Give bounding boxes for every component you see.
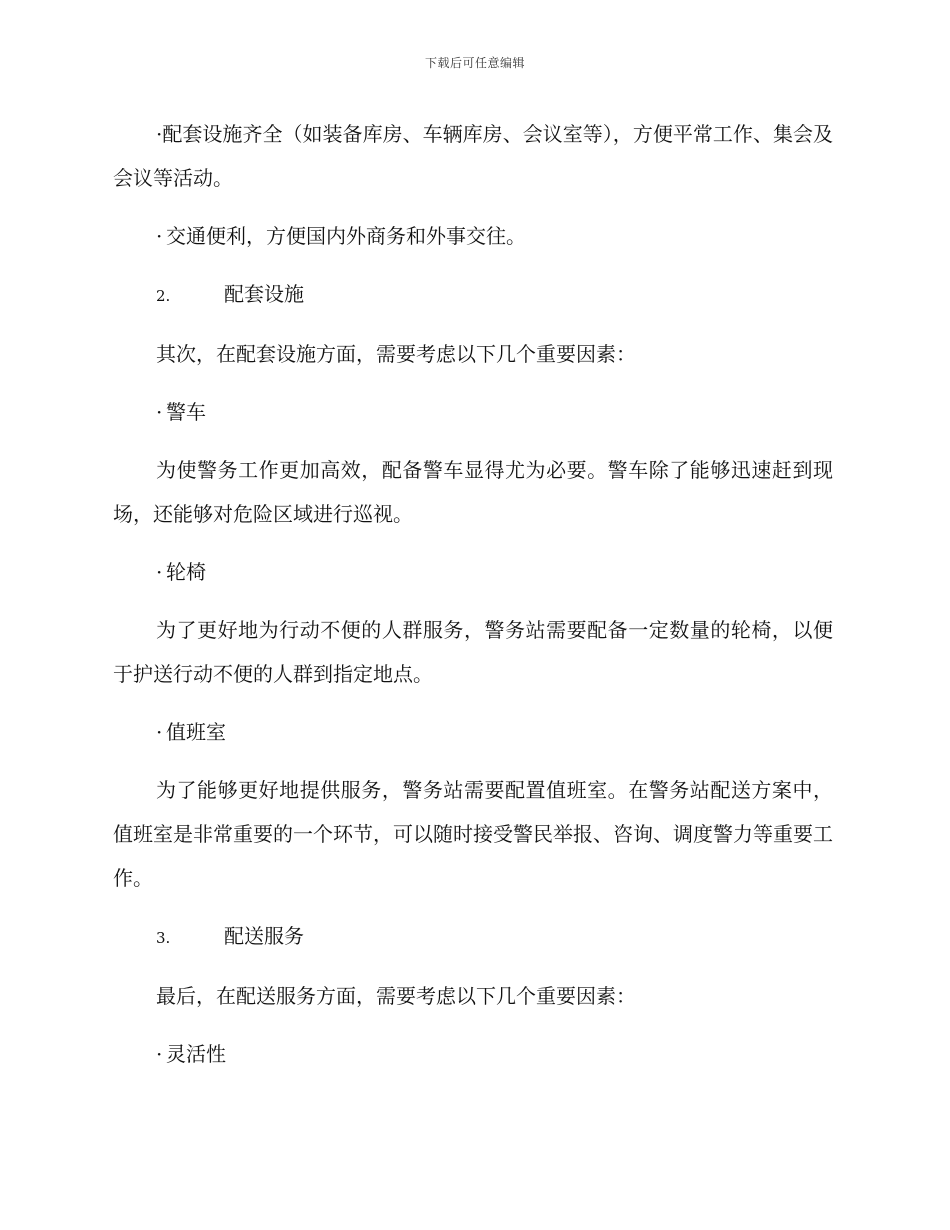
paragraph-police-car [113,448,833,536]
paragraph-text: 为使警务工作更加高效，配备警车显得尤为必要。警车除了能够迅速赶到现场，还能够对危险区域进行巡视。 [113,458,833,526]
bullet-label: 灵活性 [166,1042,226,1066]
paragraph-text: 为了更好地为行动不便的人群服务，警务站需要配备一定数量的轮椅，以便于护送行动不便的人群到指定地点。 [113,618,833,686]
bullet-dot: · [156,560,163,584]
bullet-dot: · [156,720,163,744]
paragraph-text: 交通便利，方便国内外商务和外事交往。 [166,224,526,248]
paragraph-transport [113,214,833,258]
section-title: 配送服务 [224,924,304,948]
bullet-label: 警车 [166,400,206,424]
section-heading-3 [113,914,833,960]
bullet-dot: · [156,122,163,146]
paragraph-text: 其次，在配套设施方面，需要考虑以下几个重要因素： [156,342,636,366]
paragraph-wheelchair [113,608,833,696]
section-title: 配套设施 [224,282,304,306]
bullet-duty-room [113,710,833,754]
bullet-police-car [113,390,833,434]
paragraph-text: 最后，在配送服务方面，需要考虑以下几个重要因素： [156,984,636,1008]
section-number: 3. [156,929,171,947]
bullet-wheelchair [113,550,833,594]
paragraph-facilities-complete [113,112,833,200]
bullet-dot: · [156,400,163,424]
document-body [113,112,833,1090]
bullet-label: 值班室 [166,720,226,744]
paragraph-text: 配套设施齐全（如装备库房、车辆库房、会议室等），方便平常工作、集会及会议等活动。 [113,122,833,190]
bullet-label: 轮椅 [166,560,206,584]
page-header: 下载后可任意编辑 [424,56,525,70]
paragraph-text: 为了能够更好地提供服务，警务站需要配置值班室。在警务站配送方案中，值班室是非常重要的一个环节，可以随时接受警民举报、咨询、调度警力等重要工作。 [113,778,833,890]
bullet-dot: · [156,1042,163,1066]
section-number: 2. [156,287,171,305]
section-heading-2 [113,272,833,318]
paragraph-facilities-intro [113,332,833,376]
paragraph-duty-room [113,768,833,900]
paragraph-delivery-intro [113,974,833,1018]
bullet-dot: · [156,224,163,248]
bullet-flexibility [113,1032,833,1076]
